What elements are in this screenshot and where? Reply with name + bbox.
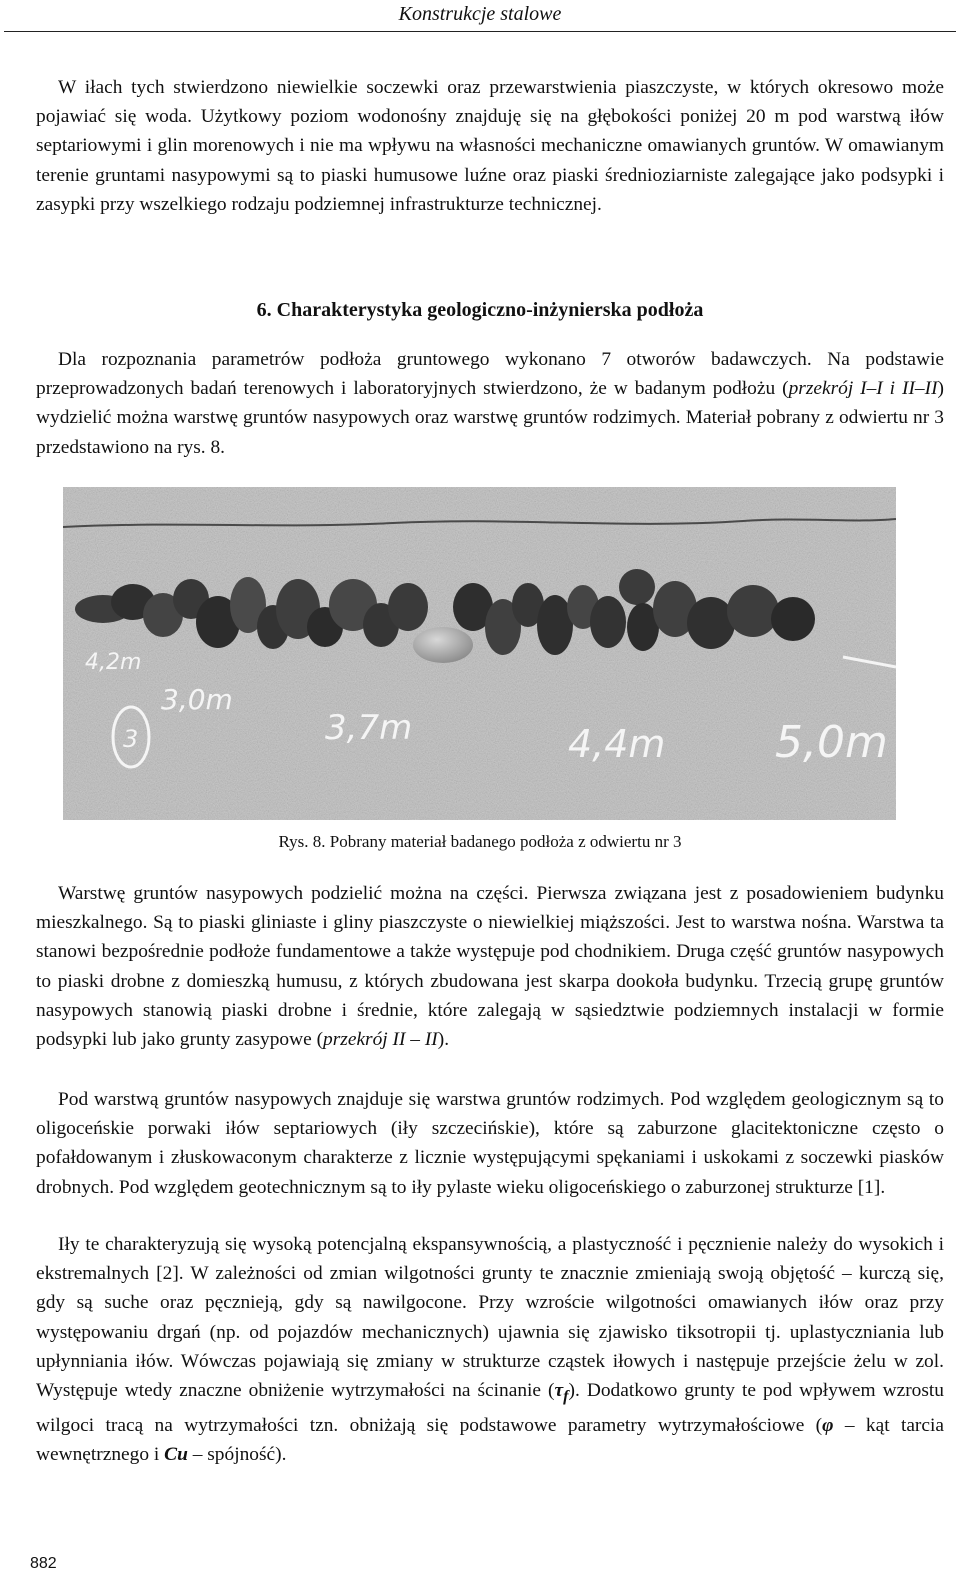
paragraph-2-section-ref: przekrój I–I i II–II — [788, 378, 938, 400]
paragraph-5-text-a: Iły te charakteryzują się wysoką potencjalną ekspansywnością, a plastyczność i pęcznienie należy do wysokich i ekstremalnych [2]. W zależności od zmian wilgotności grunty te znacznie zmieniają swoją objętość – kurczą się, gdy są suche oraz pęcznieją, gdy są nawilgocone. Przy wzroście wilgotności omawianych iłów oraz przy występowaniu drgań (np. od pojazdów mechanicznych) ujawnia się zjawisko tiksotropii tj. uplastyczniania lub upłynniania iłów. Wówczas pojawiają się zmiany w strukturze cząstek iłowych i następuje przejście żelu w zol. Występuje wtedy znaczne obniżenie wytrzymałości na ścinanie ( — [36, 1234, 944, 1402]
figure-caption: Rys. 8. Pobrany materiał badanego podłoża z odwiertu nr 3 — [278, 832, 682, 851]
paragraph-1: W iłach tych stwierdzono niewielkie soczewki oraz przewarstwienia piaszczyste, w których okresowo może pojawiać się woda. Użytkowy poziom wodonośny znajduję się na głębokości poniżej 20 m pod warstwą iłów septariowymi i glin morenowych i nie ma wpływu na własności mechaniczne omawianych gruntów. W omawianym terenie gruntami nasypowymi są to piaski humusowe luźne oraz piaski średnioziarniste zalegające jako podsypki i zasypki przy wszelkiego rodzaju podziemnej infrastrukturze technicznej. — [36, 77, 944, 215]
paragraph-3-text-b: ). — [437, 1029, 450, 1051]
soil-sample-photo — [63, 487, 896, 820]
paragraph-4: Pod warstwą gruntów nasypowych znajduje się warstwa gruntów rodzimych. Pod względem geologicznym są to oligoceńskie porwaki iłów septariowych (iły szczecińskie), które są zaburzone glacitektoniczne często o pofałdowanym i złuskowaconym charakterze z licznie występującymi spękaniami i uskokami z soczewki piasków drobnych. Pod względem geotechnicznym są to iły pylaste wieku oligoceńskiego o zaburzonej strukturze [1]. — [36, 1089, 944, 1198]
running-header-title: Konstrukcje stalowe — [398, 3, 562, 25]
figure-soil-sample-photo — [63, 487, 896, 820]
symbol-tau-subscript: f — [563, 1387, 569, 1405]
paragraph-2 — [36, 345, 944, 462]
chalk-label-4-4m: 4,4m — [568, 722, 666, 766]
paragraph-3-section-ref: przekrój II – II — [323, 1029, 438, 1051]
header-rule — [4, 31, 956, 32]
paragraph-5 — [36, 1230, 944, 1470]
section-heading: 6. Charakterystyka geologiczno-inżynierska podłoża — [256, 299, 704, 321]
page-number: 882 — [30, 1555, 57, 1572]
running-header — [0, 0, 960, 38]
symbol-cu: Cu — [164, 1444, 188, 1466]
paragraph-3-text-a: Warstwę gruntów nasypowych podzielić można na części. Pierwsza związana jest z posadowieniem budynku mieszkalnego. Są to piaski gliniaste i gliny piaszczyste o niewielkiej miąższości. Jest to warstwa nośna. Warstwa ta stanowi bezpośrednie podłoże fundamentowe a także występuje pod chodnikiem. Druga część gruntów nasypowych to piaski drobne z domieszką humusu, z których zbudowana jest skarpa dookoła budynku. Trzecią grupę gruntów nasypowych stanowią piaski drobne i średnie, które zalegają w sąsiedztwie podziemnych instalacji w formie podsypki lub jako grunty zasypowe ( — [36, 883, 944, 1051]
symbol-phi: φ — [822, 1415, 834, 1437]
paragraph-5-text-b: ). Dodatkowo grunty te pod wpływem wzrostu wilgoci tracą na wytrzymałości tzn. obniżają się podstawowe parametry wytrzymałościowe ( — [36, 1380, 944, 1437]
photo-texture — [63, 487, 896, 820]
paragraph-2-text-b: ) wydzielić można warstwę gruntów nasypowych oraz warstwę gruntów rodzimych. Materiał pobrany z odwiertu nr 3 przedstawiono na rys. 8. — [36, 378, 944, 458]
paragraph-5-text-d: – spójność). — [187, 1444, 287, 1466]
chalk-label-3-0m: 3,0m — [161, 683, 233, 716]
paragraph-3 — [36, 879, 944, 1054]
chalk-label-5-0m: 5,0m — [775, 717, 888, 768]
chalk-label-3-7m: 3,7m — [325, 708, 413, 748]
symbol-tau: τ — [554, 1380, 564, 1402]
chalk-label-4-2m: 4,2m — [85, 650, 142, 675]
paragraph-5-text-c: – kąt tarcia wewnętrznego i — [36, 1415, 944, 1466]
paragraph-2-text-a: Dla rozpoznania parametrów podłoża gruntowego wykonano 7 otworów badawczych. Na podstawie przeprowadzonych badań terenowych i laboratoryjnych stwierdzono, że w badanym podłożu ( — [36, 349, 944, 400]
chalk-label-borehole-3: 3 — [123, 725, 139, 753]
